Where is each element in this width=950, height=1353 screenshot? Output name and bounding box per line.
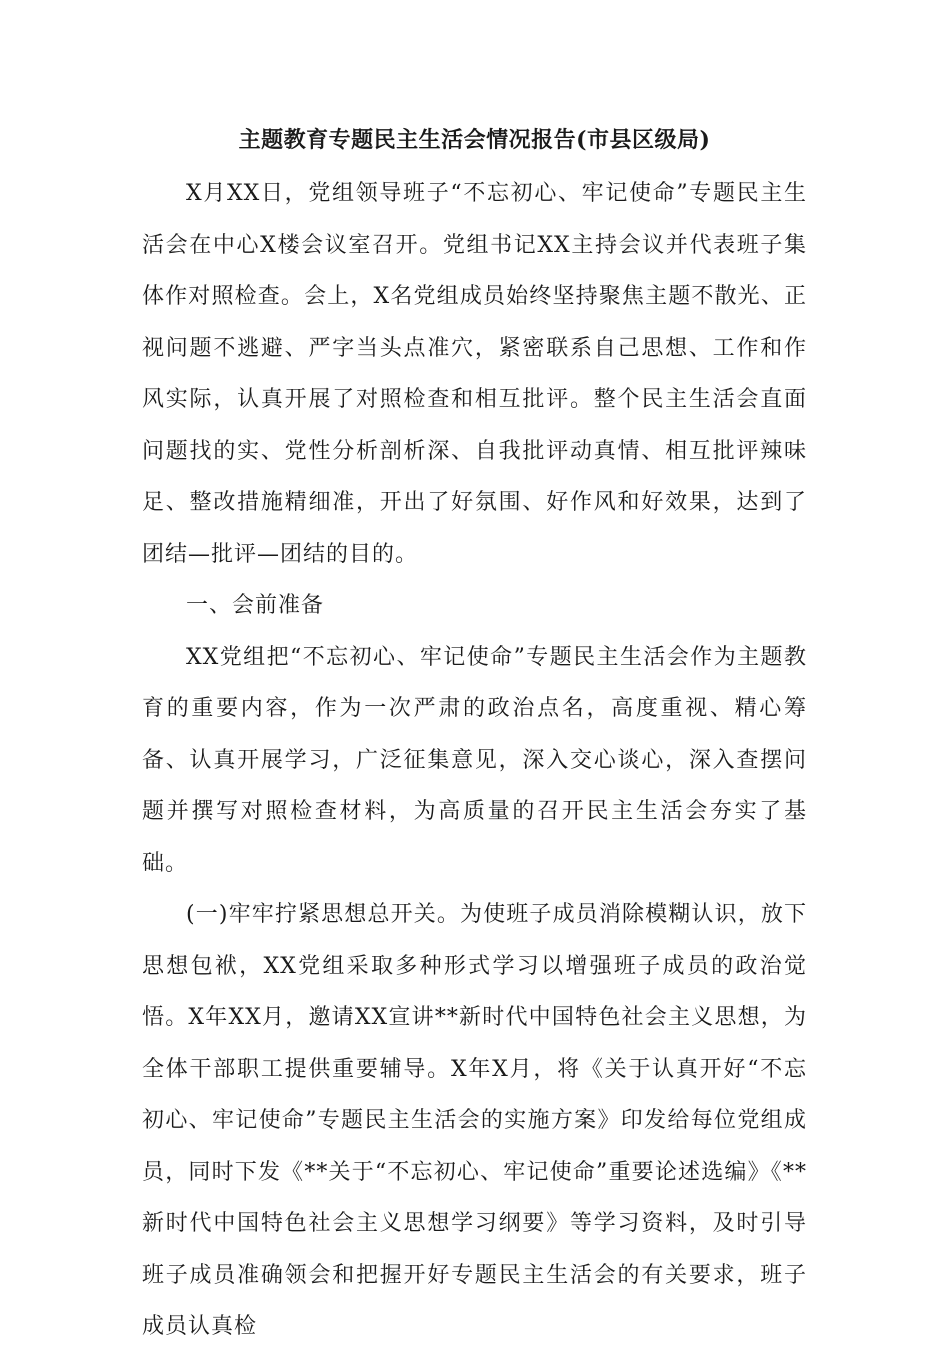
paragraph-preparation-overview: XX党组把“不忘初心、牢记使命”专题民主生活会作为主题教育的重要内容，作为一次严肃的政治点名，高度重视、精心筹备、认真开展学习，广泛征集意见，深入交心谈心，深入查摆问题并撰写对照检查材料，为高质量的召开民主生活会夯实了基础。 — [142, 644, 807, 876]
document-title: 主题教育专题民主生活会情况报告(市县区级局) — [238, 127, 711, 153]
paragraph-ideological-study: (一)牢牢拧紧思想总开关。为使班子成员消除模糊认识，放下思想包袱，XX党组采取多种形式学习以增强班子成员的政治觉悟。X年XX月，邀请XX宣讲**新时代中国特色社会主义思想，为全体干部职工提供重要辅导。X年X月，将《关于认真开好“不忘初心、牢记使命”专题民主生活会的实施方案》印发给每位党组成员，同时下发《**关于“不忘初心、牢记使命”重要论述选编》《**新时代中国特色社会主义思想学习纲要》等学习资料，及时引导班子成员准确领会和把握开好专题民主生活会的有关要求，班子成员认真检 — [142, 902, 807, 1339]
paragraph-intro: X月XX日，党组领导班子“不忘初心、牢记使命”专题民主生活会在中心X楼会议室召开。党组书记XX主持会议并代表班子集体作对照检查。会上，X名党组成员始终坚持聚焦主题不散光、正视问题不逃避、严字当头点准穴，紧密联系自己思想、工作和作风实际，认真开展了对照检查和相互批评。整个民主生活会直面问题找的实、党性分析剖析深、自我批评动真情、相互批评辣味足、整改措施精细准，开出了好氛围、好作风和好效果，达到了团结—批评—团结的目的。 — [142, 181, 807, 567]
document-body — [142, 118, 807, 1353]
section-heading-preparation: 一、会前准备 — [186, 593, 325, 618]
